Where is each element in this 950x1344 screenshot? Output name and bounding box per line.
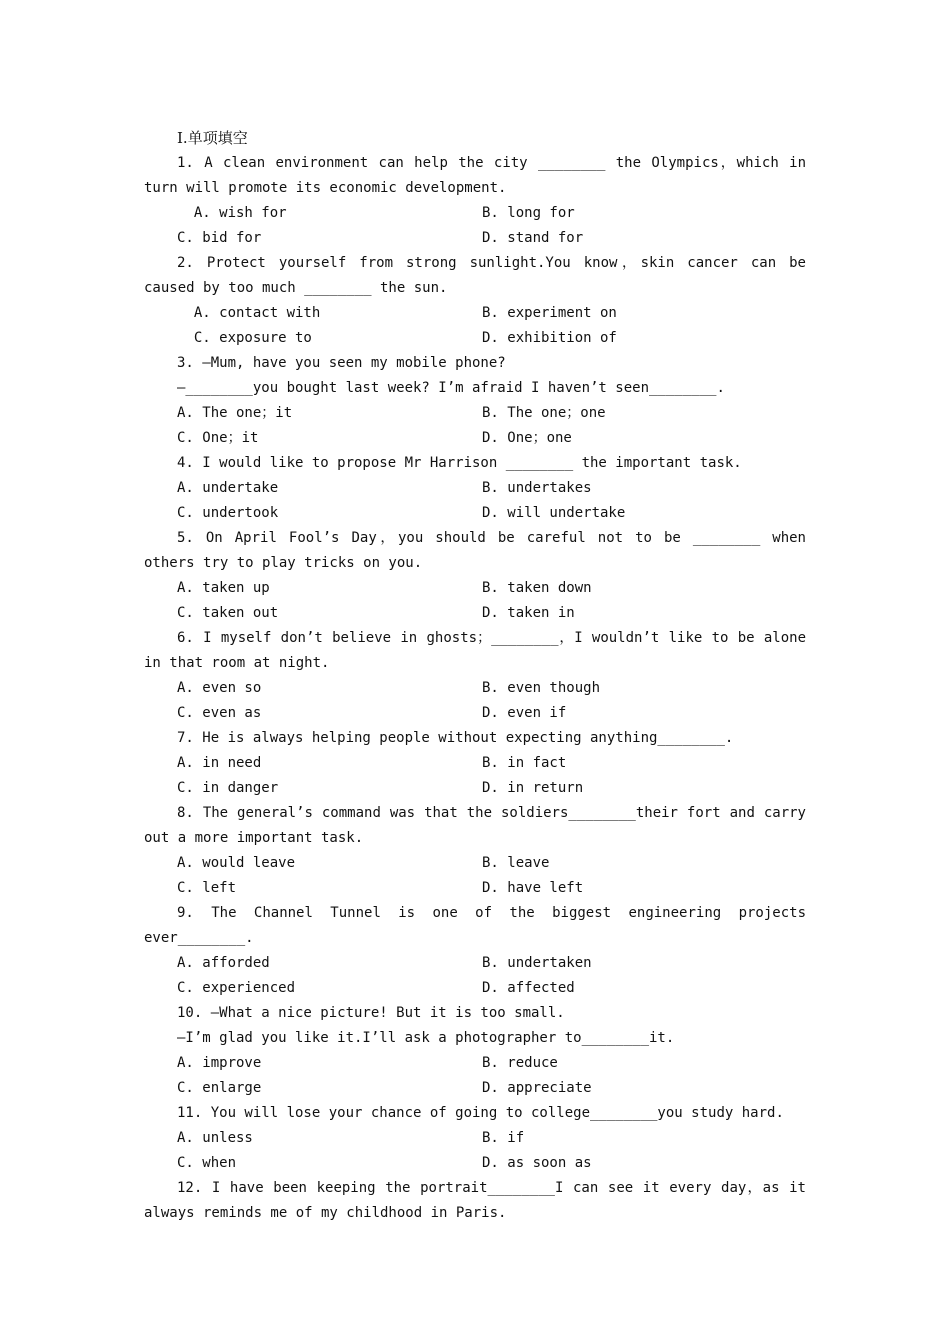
options-row [144, 751, 806, 776]
option-a: A. undertake [177, 480, 279, 496]
option-b: B. if [482, 1130, 525, 1146]
question-stem: 12. I have been keeping the portrait________I can see it every day，as it always reminds me of my childhood in Paris. [144, 1180, 806, 1221]
option-d: D. exhibition of [482, 330, 617, 346]
option-c: C. undertook [177, 505, 279, 521]
option-b: B. undertaken [482, 955, 592, 971]
question-stem: 2. Protect yourself from strong sunlight.You know，skin cancer can be caused by too much ________ the sun. [144, 255, 806, 296]
option-a: A. would leave [177, 855, 296, 871]
option-b: B. reduce [482, 1055, 558, 1071]
options-row [144, 1126, 806, 1151]
option-d: D. have left [482, 880, 584, 896]
options-row [144, 476, 806, 501]
question-7 [144, 726, 806, 801]
options-row [144, 226, 806, 251]
option-a: A. unless [177, 1130, 253, 1146]
options-row [144, 1051, 806, 1076]
question-reply: —________you bought last week? I’m afraid I haven’t seen________. [177, 380, 725, 396]
options-row [144, 676, 806, 701]
option-c: C. enlarge [177, 1080, 262, 1096]
question-stem: 7. He is always helping people without expecting anything________. [177, 730, 734, 746]
question-4 [144, 451, 806, 526]
question-stem: 3. —Mum, have you seen my mobile phone? [177, 355, 506, 371]
question-10 [144, 1001, 806, 1101]
options-row [144, 501, 806, 526]
options-row [144, 401, 806, 426]
options-row [144, 1076, 806, 1101]
question-reply: —I’m glad you like it.I’ll ask a photographer to________it. [177, 1030, 675, 1046]
option-b: B. in fact [482, 755, 567, 771]
options-row [144, 201, 806, 226]
option-a: A. afforded [177, 955, 270, 971]
option-d: D. as soon as [482, 1155, 592, 1171]
options-row [144, 301, 806, 326]
question-stem: 6. I myself don’t believe in ghosts；________，I wouldn’t like to be alone in that room at night. [144, 630, 806, 671]
option-c: C. even as [177, 705, 262, 721]
options-row [144, 776, 806, 801]
option-d: D. will undertake [482, 505, 626, 521]
options-row [144, 1151, 806, 1176]
question-12 [144, 1176, 806, 1226]
option-a: A. improve [177, 1055, 262, 1071]
option-c: C. exposure to [177, 330, 312, 346]
question-stem: 5. On April Fool’s Day，you should be careful not to be ________ when others try to play tricks on you. [144, 530, 806, 571]
option-d: D. One；one [482, 430, 572, 446]
option-a: A. in need [177, 755, 262, 771]
option-c: C. when [177, 1155, 237, 1171]
question-1 [144, 151, 806, 251]
question-stem: 11. You will lose your chance of going to college________you study hard. [177, 1105, 784, 1121]
section-title: Ⅰ.单项填空 [177, 129, 248, 147]
worksheet-page [144, 126, 806, 1226]
option-a: A. wish for [177, 205, 287, 221]
option-b: B. taken down [482, 580, 592, 596]
option-c: C. left [177, 880, 237, 896]
options-row [144, 701, 806, 726]
option-d: D. appreciate [482, 1080, 592, 1096]
option-b: B. leave [482, 855, 550, 871]
option-a: A. contact with [177, 305, 321, 321]
options-row [144, 951, 806, 976]
question-stem: 9. The Channel Tunnel is one of the biggest engineering projects ever________. [144, 905, 806, 946]
option-d: D. taken in [482, 605, 575, 621]
option-b: B. undertakes [482, 480, 592, 496]
option-c: C. One；it [177, 430, 259, 446]
option-d: D. even if [482, 705, 567, 721]
question-stem: 1. A clean environment can help the city ________ the Olympics，which in turn will promote its economic development. [144, 155, 806, 196]
question-5 [144, 526, 806, 626]
question-3 [144, 351, 806, 451]
option-c: C. taken out [177, 605, 279, 621]
option-b: B. long for [482, 205, 575, 221]
option-d: D. in return [482, 780, 584, 796]
option-a: A. The one；it [177, 405, 293, 421]
option-c: C. experienced [177, 980, 296, 996]
question-stem: 4. I would like to propose Mr Harrison ________ the important task. [177, 455, 742, 471]
options-row [144, 851, 806, 876]
options-row [144, 326, 806, 351]
question-stem: 10. —What a nice picture! But it is too small. [177, 1005, 565, 1021]
option-c: C. bid for [177, 230, 262, 246]
options-row [144, 976, 806, 1001]
option-b: B. even though [482, 680, 601, 696]
options-row [144, 876, 806, 901]
option-d: D. stand for [482, 230, 584, 246]
option-b: B. The one；one [482, 405, 606, 421]
options-row [144, 426, 806, 451]
question-8 [144, 801, 806, 901]
option-d: D. affected [482, 980, 575, 996]
question-11 [144, 1101, 806, 1176]
question-2 [144, 251, 806, 351]
option-a: A. even so [177, 680, 262, 696]
option-c: C. in danger [177, 780, 279, 796]
options-row [144, 576, 806, 601]
option-b: B. experiment on [482, 305, 617, 321]
option-a: A. taken up [177, 580, 270, 596]
question-9 [144, 901, 806, 1001]
question-6 [144, 626, 806, 726]
question-stem: 8. The general’s command was that the soldiers________their fort and carry out a more important task. [144, 805, 806, 846]
options-row [144, 601, 806, 626]
